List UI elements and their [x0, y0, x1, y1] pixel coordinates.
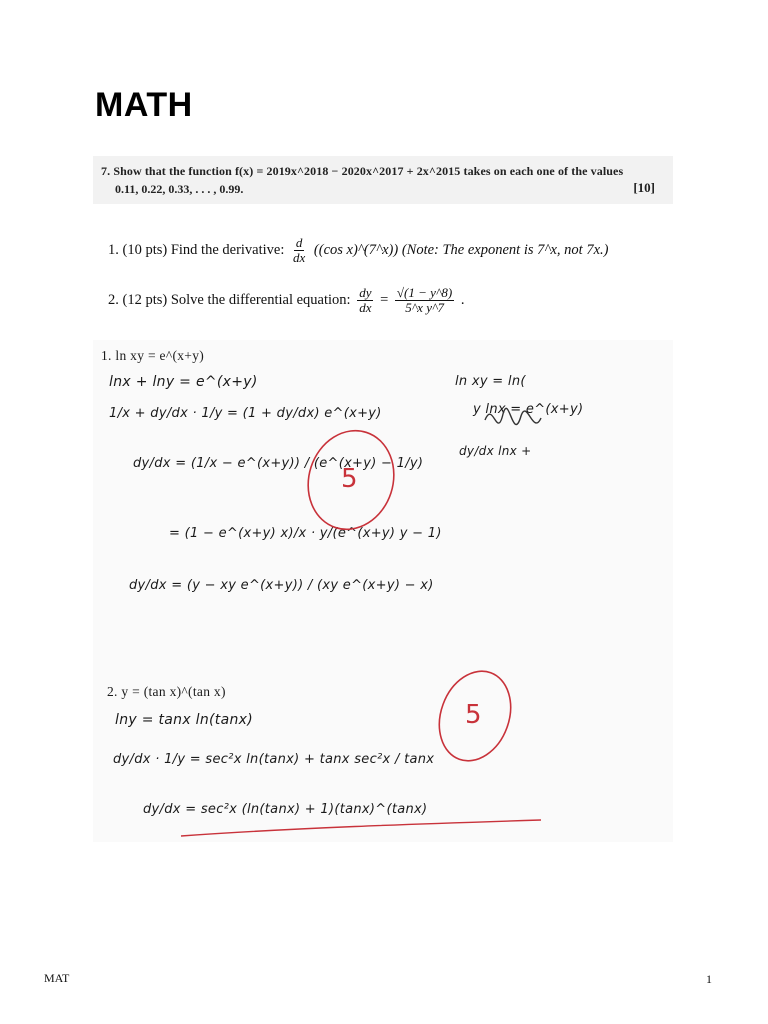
- work-2-line-1: lny = tanx ln(tanx): [115, 712, 253, 728]
- side-scratch-1: ln xy = ln(: [455, 374, 526, 389]
- ode-lhs: $\frac{dy}{dx}$: [359, 285, 372, 316]
- work-2-line-2: dy/dx · 1/y = sec²x ln(tanx) + tanx sec²x / tanx: [113, 752, 435, 767]
- question-2-label: 2.: [108, 292, 119, 309]
- problem-7-text: Show that the function f(x) = 2019x^2018 − 2020x^2017 + 2x^2015 takes on each one of the values: [113, 164, 624, 178]
- ode-equals: =: [380, 292, 389, 309]
- scribble-mark: [485, 408, 541, 424]
- handwritten-work-scan: [93, 340, 673, 842]
- work-2-line-3: dy/dx = sec²x (ln(tanx) + 1)(tanx)^(tanx): [143, 802, 428, 817]
- problem-7-points: [10]: [633, 180, 655, 195]
- question-1-label: 1.: [108, 242, 119, 259]
- work-1-line-4: = (1 − e^(x+y) x)/x · y/(e^(x+y) y − 1): [169, 526, 442, 541]
- ode-rhs: $\frac{√(1 - y\^{}8)}{\text{5\textasciicircum{}x y\textasciicircum{}7}}$: [396, 285, 453, 316]
- side-scratch-3: dy/dx lnx +: [459, 444, 532, 458]
- derivative-expression: ((cos x)^(7^x)): [313, 242, 399, 259]
- page-number: 1: [706, 972, 712, 986]
- question-1-prompt: (10 pts) Find the derivative:: [122, 242, 285, 259]
- work-1-line-1: lnx + lny = e^(x+y): [109, 374, 258, 390]
- question-2-prompt: (12 pts) Solve the differential equation:: [122, 292, 351, 309]
- footer-course: MAT: [44, 971, 70, 985]
- problem-7-scan: [93, 156, 673, 204]
- pen-marks: [93, 340, 673, 842]
- work-1-line-5: dy/dx = (y − xy e^(x+y)) / (xy e^(x+y) − x): [129, 578, 434, 593]
- work-1-line-2: 1/x + dy/dx · 1/y = (1 + dy/dx) e^(x+y): [109, 406, 382, 421]
- question-2: [108, 286, 464, 316]
- question-1-note: (Note: The exponent is 7^x, not 7x.): [401, 242, 609, 259]
- problem-7-line1: [101, 164, 623, 179]
- question-1: [108, 236, 608, 266]
- work-1-line-3: dy/dx = (1/x − e^(x+y)) / (e^(x+y) − 1/y): [133, 456, 424, 471]
- work-1-heading: 1. ln xy = e^(x+y): [101, 348, 205, 363]
- ode-period: .: [460, 292, 465, 309]
- side-scratch-2: y lnx = e^(x+y): [473, 402, 584, 417]
- page-title: MATH: [95, 86, 193, 124]
- problem-7-number: 7.: [101, 164, 111, 178]
- grade-2: 5: [465, 700, 482, 730]
- grade-1: 5: [341, 464, 358, 494]
- derivative-operator: $\frac{d}{dx}$: [293, 235, 306, 266]
- work-2-heading: 2. y = (tan x)^(tan x): [107, 684, 226, 699]
- red-underline: [181, 820, 541, 836]
- problem-7-values: 0.11, 0.22, 0.33, . . . , 0.99.: [115, 182, 244, 196]
